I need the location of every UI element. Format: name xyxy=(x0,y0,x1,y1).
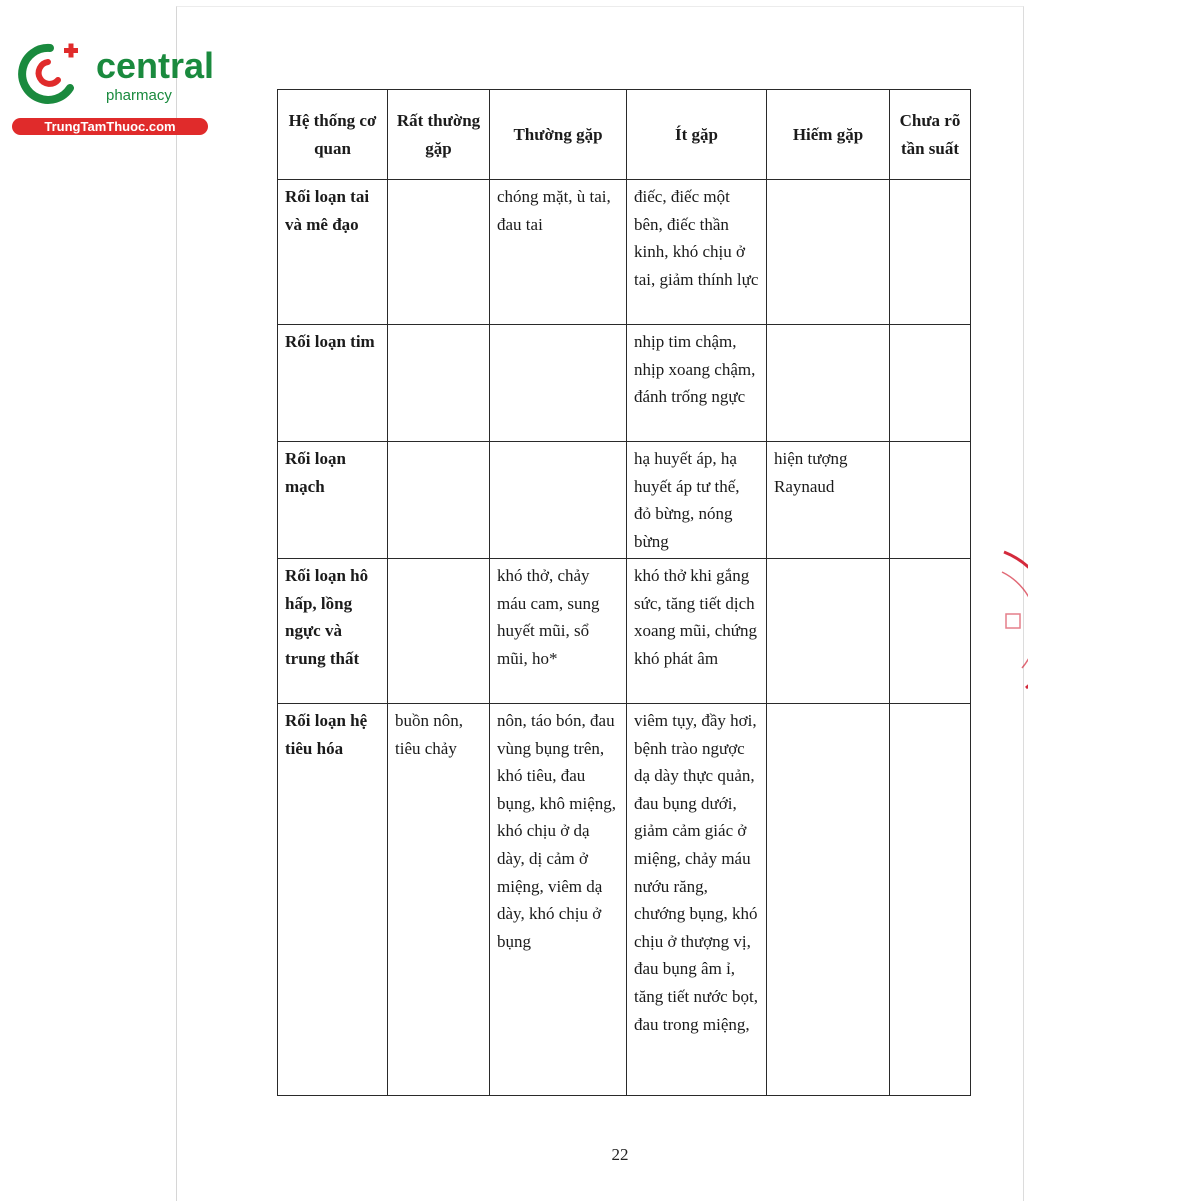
uncommon-cell: viêm tụy, đầy hơi, bệnh trào ngược dạ dày thực quản, đau bụng dưới, giảm cảm giác ở miệng, chảy máu nướu răng, chướng bụng, khó chịu ở thượng vị, đau bụng âm ỉ, tăng tiết nước bọt, đau trong miệng, xyxy=(627,704,767,1096)
uncommon-cell: điếc, điếc một bên, điếc thần kinh, khó chịu ở tai, giảm thính lực xyxy=(627,180,767,325)
rare-cell xyxy=(767,325,890,442)
uncommon-cell: khó thở khi gắng sức, tăng tiết dịch xoang mũi, chứng khó phát âm xyxy=(627,559,767,704)
organ-cell: Rối loạn mạch xyxy=(278,442,388,559)
header-organ: Hệ thống cơ quan xyxy=(278,90,388,180)
very-common-cell xyxy=(388,180,490,325)
table-header-row xyxy=(278,90,971,180)
organ-cell: Rối loạn tai và mê đạo xyxy=(278,180,388,325)
unknown-cell xyxy=(890,442,971,559)
organ-cell: Rối loạn hệ tiêu hóa xyxy=(278,704,388,1096)
common-cell: khó thở, chảy máu cam, sung huyết mũi, sổ mũi, ho* xyxy=(490,559,627,704)
header-uncommon: Ít gặp xyxy=(627,90,767,180)
table-row xyxy=(278,704,971,1096)
logo-url-badge[interactable]: TrungTamThuoc.com xyxy=(12,118,208,135)
logo-brand-text: central xyxy=(96,45,215,86)
logo-sub-text: pharmacy xyxy=(106,87,172,104)
organ-cell: Rối loạn tim xyxy=(278,325,388,442)
rare-cell xyxy=(767,704,890,1096)
table-row xyxy=(278,559,971,704)
central-pharmacy-logo-icon xyxy=(10,38,90,104)
unknown-cell xyxy=(890,704,971,1096)
official-stamp-fragment-icon xyxy=(996,548,1028,694)
common-cell xyxy=(490,442,627,559)
rare-cell xyxy=(767,180,890,325)
very-common-cell: buồn nôn, tiêu chảy xyxy=(388,704,490,1096)
table-row xyxy=(278,442,971,559)
very-common-cell xyxy=(388,559,490,704)
uncommon-cell: nhịp tim chậm, nhịp xoang chậm, đánh trống ngực xyxy=(627,325,767,442)
very-common-cell xyxy=(388,325,490,442)
rare-cell: hiện tượng Raynaud xyxy=(767,442,890,559)
header-very-common: Rất thường gặp xyxy=(388,90,490,180)
unknown-cell xyxy=(890,325,971,442)
table-row xyxy=(278,180,971,325)
unknown-cell xyxy=(890,180,971,325)
pharmacy-logo[interactable] xyxy=(10,38,220,138)
header-common: Thường gặp xyxy=(490,90,627,180)
table-row xyxy=(278,325,971,442)
organ-cell: Rối loạn hô hấp, lồng ngực và trung thất xyxy=(278,559,388,704)
common-cell: chóng mặt, ù tai, đau tai xyxy=(490,180,627,325)
page-number: 22 xyxy=(611,1145,629,1164)
uncommon-cell: hạ huyết áp, hạ huyết áp tư thế, đỏ bừng, nóng bừng xyxy=(627,442,767,559)
very-common-cell xyxy=(388,442,490,559)
header-unknown: Chưa rõ tần suất xyxy=(890,90,971,180)
common-cell xyxy=(490,325,627,442)
unknown-cell xyxy=(890,559,971,704)
common-cell: nôn, táo bón, đau vùng bụng trên, khó tiêu, đau bụng, khô miệng, khó chịu ở dạ dày, dị cảm ở miệng, viêm dạ dày, khó chịu ở bụng xyxy=(490,704,627,1096)
header-rare: Hiếm gặp xyxy=(767,90,890,180)
side-effects-table xyxy=(277,89,971,1096)
rare-cell xyxy=(767,559,890,704)
